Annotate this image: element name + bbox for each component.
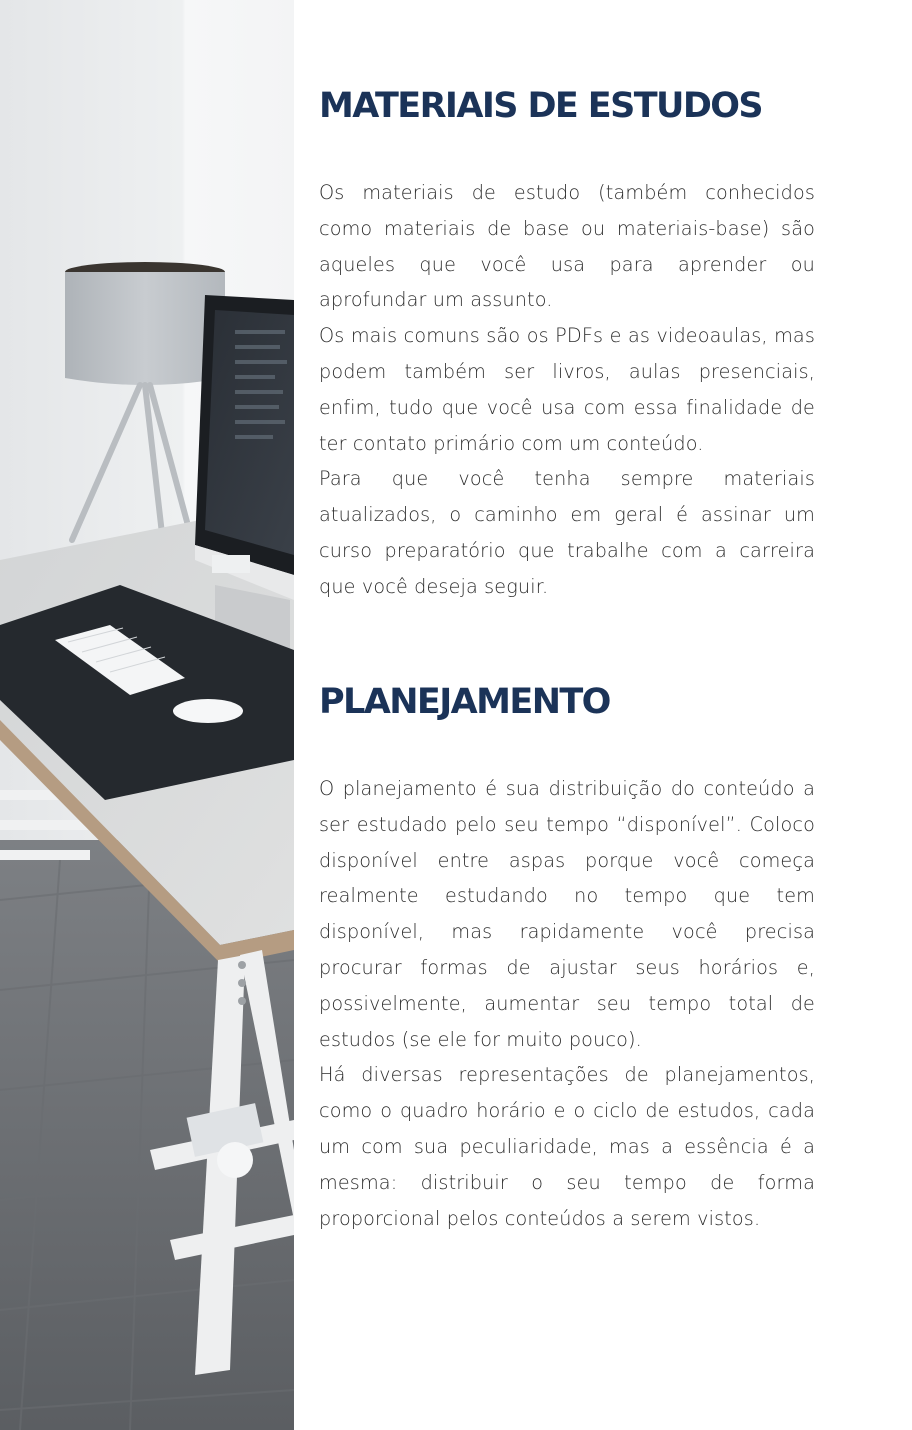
paragraph: Há diversas representações de planejamentos, como o quadro horário e o ciclo de estudos, cada um com sua peculiaridade, mas a essência é a mesma: distribuir o seu tempo de forma proporcional pelos conteúdos a serem vistos. <box>319 1063 815 1230</box>
desk-photo-illustration <box>0 0 294 1430</box>
desk-workspace-photo <box>0 0 294 1430</box>
section-body-materiais <box>319 175 815 605</box>
section-title-materiais: MATERIAIS DE ESTUDOS <box>319 86 763 126</box>
paragraph: Os mais comuns são os PDFs e as videoaulas, mas podem também ser livros, aulas presenciais, enfim, tudo que você usa com essa finalidade de ter contato primário com um conteúdo. <box>319 324 815 455</box>
section-title-planejamento: PLANEJAMENTO <box>319 682 610 722</box>
section-body-planejamento <box>319 771 815 1236</box>
paragraph: Para que você tenha sempre materiais atualizados, o caminho em geral é assinar um curso preparatório que trabalhe com a carreira que você deseja seguir. <box>319 467 815 598</box>
paragraph: Os materiais de estudo (também conhecidos como materiais de base ou materiais-base) são aqueles que você usa para aprender ou aprofundar um assunto. <box>319 181 815 312</box>
paragraph: O planejamento é sua distribuição do conteúdo a ser estudado pelo seu tempo “disponível”. Coloco disponível entre aspas porque você começa realmente estudando no tempo que tem disponível, mas rapidamente você precisa procurar formas de ajustar seus horários e, possivelmente, aumentar seu tempo total de estudos (se ele for muito pouco). <box>319 777 815 1051</box>
